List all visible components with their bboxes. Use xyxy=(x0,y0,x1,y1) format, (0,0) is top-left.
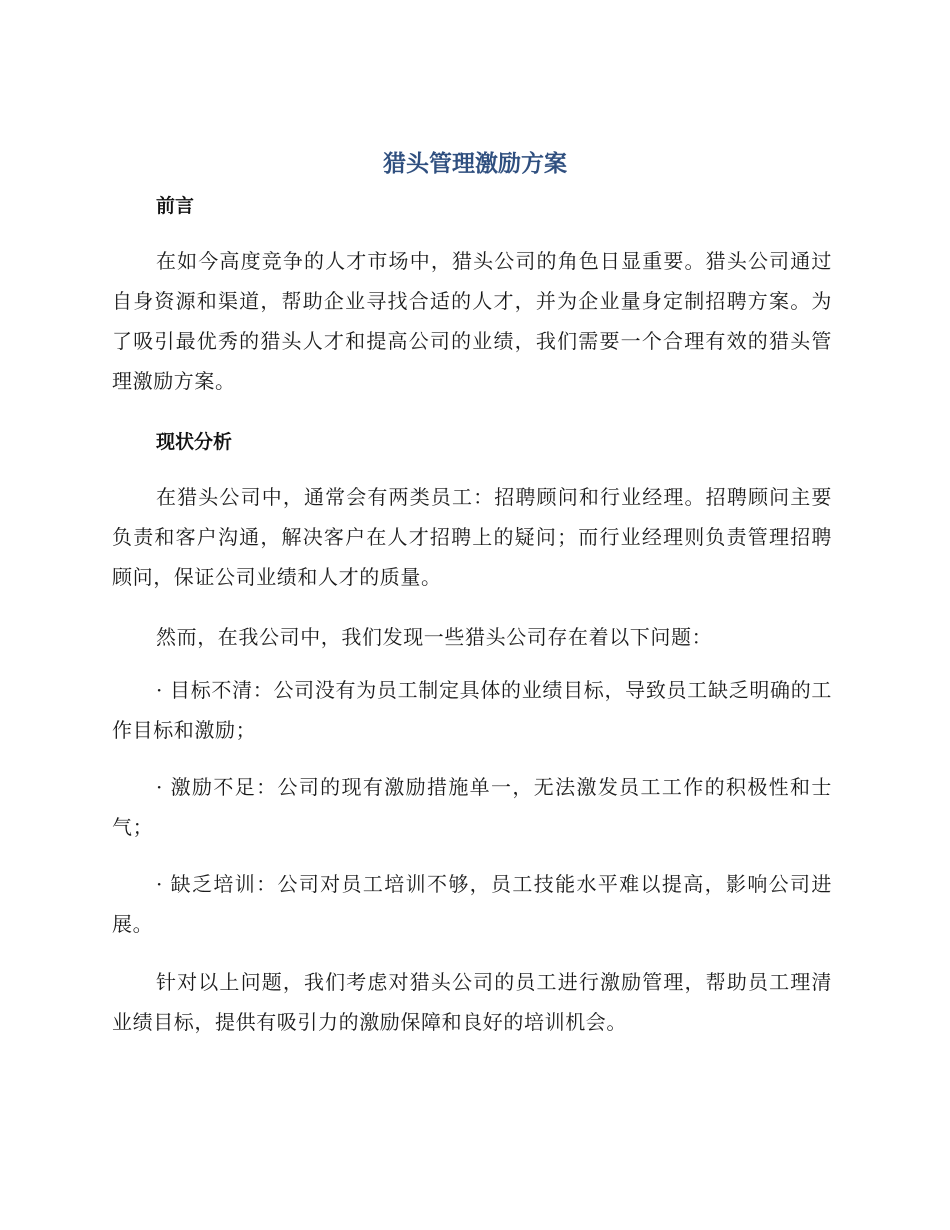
section-heading-analysis: 现状分析 xyxy=(156,431,233,453)
list-item-insufficient-incentives: · 激励不足：公司的现有激励措施单一，无法激发员工工作的积极性和士气； xyxy=(112,775,832,839)
paragraph-analysis-problems-intro: 然而，在我公司中，我们发现一些猎头公司存在着以下问题： xyxy=(156,625,713,649)
paragraph-analysis-solution: 针对以上问题，我们考虑对猎头公司的员工进行激励管理，帮助员工理清业绩目标，提供有吸引力的激励保障和良好的培训机会。 xyxy=(112,970,832,1034)
section-heading-preface: 前言 xyxy=(156,195,195,217)
paragraph-analysis-roles: 在猎头公司中，通常会有两类员工：招聘顾问和行业经理。招聘顾问主要负责和客户沟通，解决客户在人才招聘上的疑问；而行业经理则负责管理招聘顾问，保证公司业绩和人才的质量。 xyxy=(112,485,832,589)
paragraph-preface: 在如今高度竞争的人才市场中，猎头公司的角色日显重要。猎头公司通过自身资源和渠道，帮助企业寻找合适的人才，并为企业量身定制招聘方案。为了吸引最优秀的猎头人才和提高公司的业绩，我们需要一个合理有效的猎头管理激励方案。 xyxy=(112,249,832,393)
document-title: 猎头管理激励方案 xyxy=(383,151,567,177)
list-item-unclear-goals: · 目标不清：公司没有为员工制定具体的业绩目标，导致员工缺乏明确的工作目标和激励； xyxy=(112,678,832,742)
list-item-lack-of-training: · 缺乏培训：公司对员工培训不够，员工技能水平难以提高，影响公司进展。 xyxy=(112,872,832,936)
